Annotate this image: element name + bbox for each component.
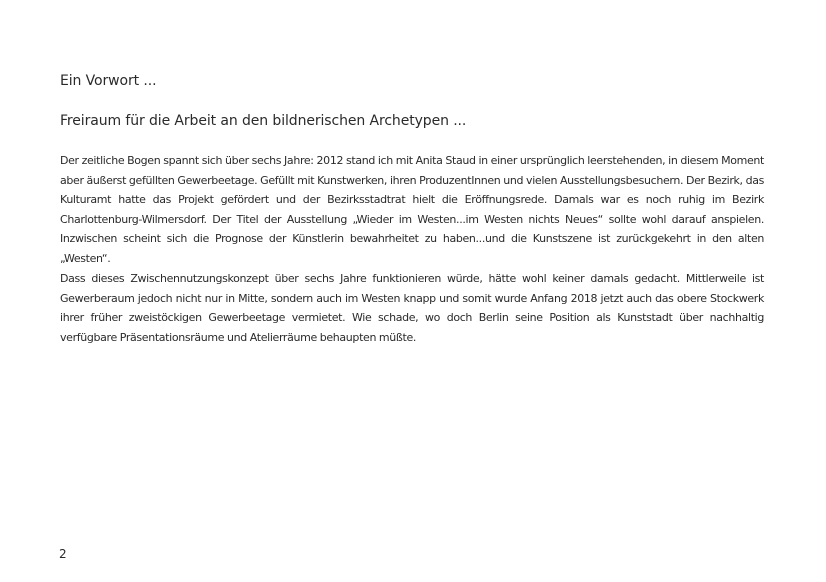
body-paragraph-2: Dass dieses Zwischennutzungskonzept über sechs Jahre funktionieren würde, hätte wohl keiner damals gedacht. Mittlerweile ist Gewerberaum jedoch nicht nur in Mitte, sondern auch im Westen knapp und somit wurde Anfang 2018 jetzt auch das obere Stockwerk ihrer früher zweistöckigen Gewerbeetage vermietet. Wie schade, wo doch Berlin seine Position als Kunststadt über nachhaltig verfügbare Präsentationsräume und Atelierräume behaupten müßte. bbox=[60, 272, 764, 344]
foreword-title: Ein Vorwort ... bbox=[60, 73, 157, 89]
section-title: Freiraum für die Arbeit an den bildnerischen Archetypen ... bbox=[60, 113, 467, 129]
page-number: 2 bbox=[59, 547, 67, 561]
body-paragraph-1: Der zeitliche Bogen spannt sich über sechs Jahre: 2012 stand ich mit Anita Staud in einer ursprünglich leerstehenden, in diesem Moment aber äußerst gefüllten Gewerbeetage. Gefüllt mit Kunstwerken, ihren ProduzentInnen und vielen Ausstellungsbesuchern. Der Bezirk, das Kulturamt hatte das Projekt gefördert und der Bezirksstadtrat hielt die Eröffnungsrede. Damals war es noch ruhig im Bezirk Charlottenburg-Wilmersdorf. Der Titel der Ausstellung „Wieder im Westen...im Westen nichts Neues“ sollte wohl darauf anspielen. Inzwischen scheint sich die Prognose der Künstlerin bewahrheitet zu haben...und die Kunstszene ist zurückgekehrt in den alten „Westen“. bbox=[60, 154, 764, 265]
